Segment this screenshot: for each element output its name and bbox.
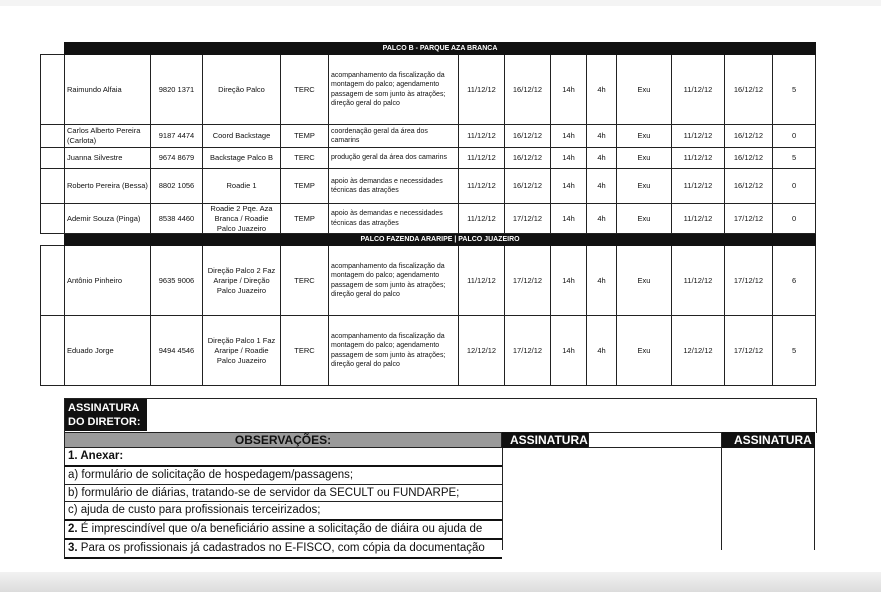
cell-start: 11/12/12 [459,55,505,125]
signature-area-2 [722,448,815,550]
cell-date2: 11/12/12 [672,148,725,169]
cell-place: Exu [617,55,672,125]
cell-name: Roberto Pereira (Bessa) [65,169,151,204]
signature-header-1: ASSINATURA [502,432,588,448]
cell-date3: 17/12/12 [725,246,773,316]
cell-end: 17/12/12 [505,204,551,234]
cell-date3: 16/12/12 [725,148,773,169]
observations-list [64,448,502,559]
cell-name: Eduado Jorge [65,316,151,386]
cell-date3: 16/12/12 [725,125,773,148]
cell-date2: 11/12/12 [672,55,725,125]
cell-place: Exu [617,246,672,316]
cell-date3: 17/12/12 [725,316,773,386]
cell-date3: 17/12/12 [725,204,773,234]
cell-days: 6 [773,246,816,316]
director-signature-label: ASSINATURA DO DIRETOR: [65,399,147,431]
cell-end: 16/12/12 [505,169,551,204]
row-margin-cell [41,316,65,386]
row-margin-cell [41,169,65,204]
cell-time: 14h [551,125,587,148]
cell-end: 17/12/12 [505,316,551,386]
cell-time: 14h [551,55,587,125]
cell-name: Juanna Silvestre [65,148,151,169]
cell-role: Roadie 1 [203,169,281,204]
cell-start: 11/12/12 [459,246,505,316]
cell-duration: 4h [587,148,617,169]
row-margin-cell [41,204,65,234]
cell-phone: 8802 1056 [151,169,203,204]
observation-item: a) formulário de solicitação de hospedagem/passagens; [64,467,502,485]
cell-duration: 4h [587,204,617,234]
cell-role: Direção Palco 1 Faz Araripe / Roadie Palco Juazeiro [203,316,281,386]
row-margin-cell [41,125,65,148]
cell-name: Ademir Souza (Pinga) [65,204,151,234]
cell-time: 14h [551,148,587,169]
table-row [41,204,816,234]
cell-type: TEMP [281,125,329,148]
table-row [41,125,816,148]
cell-date2: 12/12/12 [672,316,725,386]
cell-days: 5 [773,316,816,386]
cell-time: 14h [551,204,587,234]
cell-days: 5 [773,148,816,169]
section-header-spacer [41,43,65,55]
schedule-table [40,42,816,386]
cell-phone: 9820 1371 [151,55,203,125]
cell-name: Raimundo Alfaia [65,55,151,125]
signature-field-1 [588,432,722,448]
cell-desc: produção geral da área dos camarins [329,148,459,169]
cell-duration: 4h [587,316,617,386]
observation-item: c) ajuda de custo para profissionais terceirizados; [64,502,502,521]
cell-date3: 16/12/12 [725,55,773,125]
row-margin-cell [41,148,65,169]
cell-duration: 4h [587,246,617,316]
cell-desc: apoio às demandas e necessidades técnicas das atrações [329,204,459,234]
observations-header: OBSERVAÇÕES: [64,432,502,448]
scan-top-edge [0,0,881,6]
cell-desc: acompanhamento da fiscalização da montagem do palco; agendamento passagem de som junto às atrações; direção geral do palco [329,246,459,316]
cell-duration: 4h [587,169,617,204]
cell-type: TERC [281,55,329,125]
signature-area-1 [502,448,722,550]
table-row [41,246,816,316]
table-row [41,55,816,125]
observation-item: 1. Anexar: [64,448,502,467]
cell-desc: apoio às demandas e necessidades técnicas das atrações [329,169,459,204]
section-header-row [41,43,816,55]
cell-phone: 9635 9006 [151,246,203,316]
observation-item: b) formulário de diárias, tratando-se de servidor da SECULT ou FUNDARPE; [64,485,502,503]
director-signature-block [64,398,817,433]
table-row [41,169,816,204]
cell-place: Exu [617,125,672,148]
cell-type: TERC [281,316,329,386]
cell-type: TERC [281,246,329,316]
cell-role: Direção Palco 2 Faz Araripe / Direção Palco Juazeiro [203,246,281,316]
cell-role: Roadie 2 Pqe. Aza Branca / Roadie Palco Juazeiro [203,204,281,234]
cell-desc: acompanhamento da fiscalização da montagem do palco; agendamento passagem de som junto às atrações; direção geral do palco [329,316,459,386]
section-title: PALCO B - PARQUE AZA BRANCA [65,43,816,55]
cell-type: TEMP [281,169,329,204]
cell-time: 14h [551,169,587,204]
cell-end: 16/12/12 [505,148,551,169]
signature-header-2: ASSINATURA [722,432,815,448]
cell-days: 5 [773,55,816,125]
cell-days: 0 [773,125,816,148]
cell-date2: 11/12/12 [672,169,725,204]
cell-date3: 16/12/12 [725,169,773,204]
cell-name: Carlos Alberto Pereira (Carlota) [65,125,151,148]
section-title: PALCO FAZENDA ARARIPE | PALCO JUAZEIRO [65,234,816,246]
observation-item: 2. É imprescindível que o/a beneficiário assine a solicitação de diáira ou ajuda de [64,521,502,540]
cell-duration: 4h [587,55,617,125]
cell-end: 16/12/12 [505,125,551,148]
cell-place: Exu [617,316,672,386]
cell-place: Exu [617,169,672,204]
cell-time: 14h [551,316,587,386]
table-row [41,148,816,169]
cell-days: 0 [773,204,816,234]
cell-desc: acompanhamento da fiscalização da montagem do palco; agendamento passagem de som junto às atrações; direção geral do palco [329,55,459,125]
cell-days: 0 [773,169,816,204]
section-header-row [41,234,816,246]
row-margin-cell [41,55,65,125]
cell-time: 14h [551,246,587,316]
cell-place: Exu [617,204,672,234]
cell-role: Coord Backstage [203,125,281,148]
cell-phone: 9187 4474 [151,125,203,148]
cell-start: 11/12/12 [459,125,505,148]
cell-name: Antônio Pinheiro [65,246,151,316]
cell-date2: 11/12/12 [672,246,725,316]
cell-phone: 9494 4546 [151,316,203,386]
cell-end: 17/12/12 [505,246,551,316]
cell-start: 12/12/12 [459,316,505,386]
cell-phone: 8538 4460 [151,204,203,234]
cell-role: Backstage Palco B [203,148,281,169]
cell-role: Direção Palco [203,55,281,125]
cell-type: TERC [281,148,329,169]
cell-end: 16/12/12 [505,55,551,125]
cell-desc: coordenação geral da área dos camarins [329,125,459,148]
section-header-spacer [41,234,65,246]
cell-date2: 11/12/12 [672,204,725,234]
cell-place: Exu [617,148,672,169]
table-row [41,316,816,386]
cell-start: 11/12/12 [459,148,505,169]
cell-date2: 11/12/12 [672,125,725,148]
row-margin-cell [41,246,65,316]
observation-item: 3. Para os profissionais já cadastrados no E-FISCO, com cópia da documentação [64,540,502,559]
scan-bottom-edge [0,572,881,592]
cell-phone: 9674 8679 [151,148,203,169]
cell-type: TEMP [281,204,329,234]
cell-start: 11/12/12 [459,169,505,204]
cell-start: 11/12/12 [459,204,505,234]
cell-duration: 4h [587,125,617,148]
